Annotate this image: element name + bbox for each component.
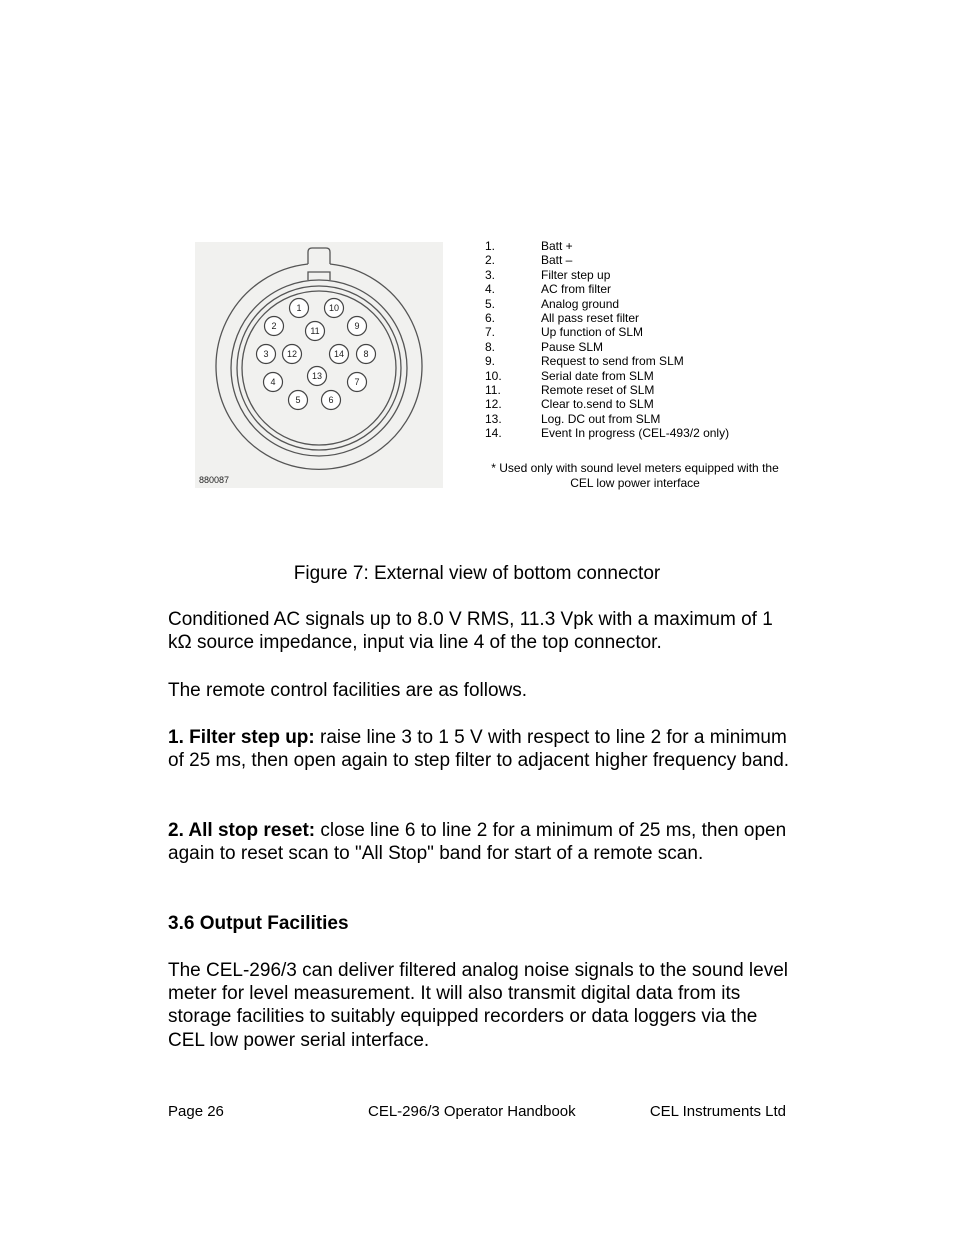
connector-pin-label: 3 bbox=[263, 349, 269, 360]
item-filter-step-up bbox=[168, 726, 793, 772]
footnote-line-1: * Used only with sound level meters equipped with the bbox=[491, 461, 779, 475]
pin-list-item bbox=[485, 369, 805, 383]
pin-number: 6. bbox=[485, 311, 496, 326]
pin-number: 3. bbox=[485, 267, 496, 282]
pin-list-item bbox=[485, 253, 805, 267]
connector-pin-label: 5 bbox=[295, 395, 301, 406]
pin-list-item bbox=[485, 397, 805, 411]
pin-list-item bbox=[485, 297, 805, 311]
section-heading: 3.6 Output Facilities bbox=[168, 913, 349, 934]
footer-page-number: Page 26 bbox=[168, 1103, 224, 1120]
pin-label: Up function of SLM bbox=[541, 325, 644, 340]
pin-number: 12. bbox=[485, 397, 502, 412]
pin-number: 5. bbox=[485, 296, 496, 311]
item-all-stop-reset-text: close line 6 to line 2 for a minimum of 25 ms, then open again to reset scan to "All Stop" band for start of a remote scan. bbox=[168, 820, 787, 865]
item-filter-step-up-text: raise line 3 to 1 5 V with respect to line 2 for a minimum of 25 ms, then open again to step filter to adjacent higher frequency band. bbox=[168, 727, 790, 772]
pin-list-item bbox=[485, 268, 805, 282]
connector-pin-label: 6 bbox=[328, 395, 334, 406]
connector-pin-label: 12 bbox=[286, 349, 298, 360]
pin-list-item bbox=[485, 412, 805, 426]
connector-pin-label: 13 bbox=[311, 371, 323, 382]
pin-list-item bbox=[485, 340, 805, 354]
pin-label: Batt – bbox=[541, 253, 573, 268]
pin-list-item bbox=[485, 426, 805, 440]
pin-label: Remote reset of SLM bbox=[541, 383, 655, 398]
connector-pin-label: 14 bbox=[333, 349, 345, 360]
connector-pin-label: 7 bbox=[354, 377, 360, 388]
item-filter-step-up-heading: 1. Filter step up: bbox=[168, 727, 315, 748]
pin-label: Pause SLM bbox=[541, 339, 604, 354]
connector-pin-label: 9 bbox=[354, 321, 360, 332]
footnote bbox=[485, 461, 785, 490]
figure-caption: Figure 7: External view of bottom connector bbox=[293, 563, 661, 584]
pin-list-item bbox=[485, 383, 805, 397]
pin-number: 9. bbox=[485, 354, 496, 369]
paragraph-remote-intro: The remote control facilities are as follows. bbox=[168, 680, 528, 701]
pin-number: 14. bbox=[485, 426, 502, 441]
diagram-code: 880087 bbox=[199, 475, 230, 485]
item-all-stop-reset bbox=[168, 819, 793, 865]
pin-number: 1. bbox=[485, 239, 496, 253]
pin-list-item bbox=[485, 282, 805, 296]
pin-label: Filter step up bbox=[541, 267, 611, 282]
pin-label: Serial date from SLM bbox=[541, 368, 654, 383]
pin-number: 11. bbox=[485, 383, 501, 398]
footer-title: CEL-296/3 Operator Handbook bbox=[368, 1103, 576, 1120]
pin-label: Event In progress (CEL-493/2 only) bbox=[541, 426, 730, 441]
footer-company: CEL Instruments Ltd bbox=[649, 1103, 786, 1120]
pin-label: AC from filter bbox=[541, 282, 612, 297]
pin-label: Analog ground bbox=[541, 296, 620, 311]
pin-list-item bbox=[485, 311, 805, 325]
pin-number: 8. bbox=[485, 339, 496, 354]
pin-number: 4. bbox=[485, 282, 496, 297]
paragraph-ac-signals: Conditioned AC signals up to 8.0 V RMS, 11.3 Vpk with a maximum of 1 kΩ source impedance, input via line 4 of the top connector. bbox=[168, 609, 773, 654]
pin-label: Log. DC out from SLM bbox=[541, 411, 661, 426]
pin-list-item bbox=[485, 354, 805, 368]
item-all-stop-reset-heading: 2. All stop reset: bbox=[168, 820, 316, 841]
pin-number: 7. bbox=[485, 325, 496, 340]
pin-number: 13. bbox=[485, 411, 502, 426]
paragraph-output: The CEL-296/3 can deliver filtered analog noise signals to the sound level meter for level measurement. It will also transmit digital data from its storage facilities to suitably equipped recorders or data loggers via the CEL low power serial interface. bbox=[168, 960, 788, 1051]
pin-label: Batt + bbox=[541, 239, 573, 253]
connector-diagram bbox=[195, 242, 443, 488]
connector-pin-label: 1 bbox=[296, 303, 302, 314]
pin-label: Request to send from SLM bbox=[541, 354, 684, 369]
pin-label: All pass reset filter bbox=[541, 311, 640, 326]
footnote-line-2: CEL low power interface bbox=[570, 475, 700, 490]
connector-pin-label: 8 bbox=[363, 349, 369, 360]
connector-pin-label: 2 bbox=[271, 321, 277, 332]
connector-pin-label: 10 bbox=[328, 303, 340, 314]
pin-number: 2. bbox=[485, 253, 496, 268]
pin-list-item bbox=[485, 239, 805, 253]
connector-pin-label: 4 bbox=[270, 377, 276, 388]
pin-number: 10. bbox=[485, 368, 502, 383]
pin-label: Clear to.send to SLM bbox=[541, 397, 654, 412]
connector-pin-label: 11 bbox=[310, 326, 320, 337]
pin-list-item bbox=[485, 325, 805, 339]
pin-list bbox=[485, 239, 805, 441]
